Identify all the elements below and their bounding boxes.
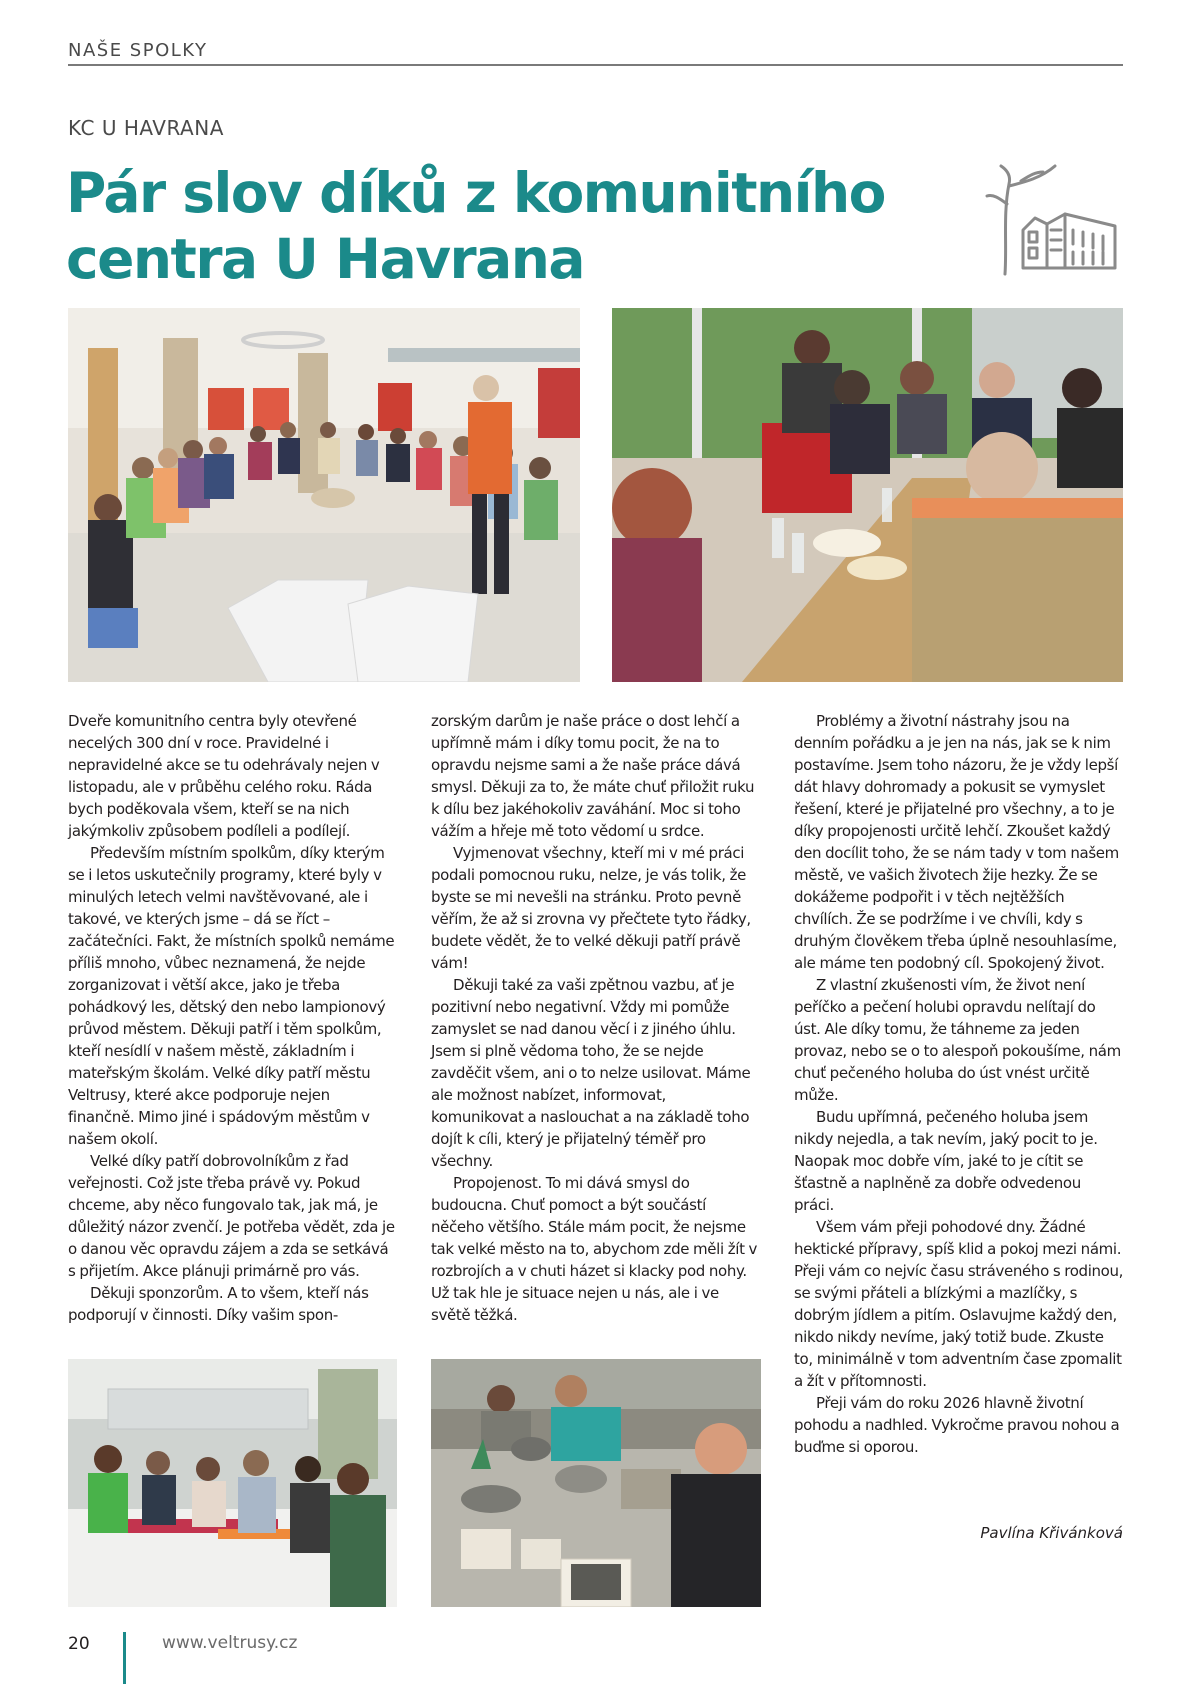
paragraph: Problémy a životní nástrahy jsou na denním pořádku a je jen na nás, jak se k nim postavíme. Jsem toho názoru, že je vždy lepší dát hlavy dohromady a pokusit se vymyslet řešení, které je přijatelné pro všechny, a to je díky propojenosti určitě lehčí. Zkoušet každý den docílit toho, že se nám tady v tom našem městě, ve vašich životech žije hezky. Že se dokážeme podpořit i v těch nejtěžších chvílích. Že se podržíme i ve chvíli, kdy s druhým člověkem třeba úplně nesouhlasíme, ale máme ten podobný cíl. Spokojený život. [794,712,1119,972]
section-label: NAŠE SPOLKY [68,40,208,61]
paragraph: Propojenost. To mi dává smysl do budoucna. Chuť pomoct a být součástí něčeho většího. Stále mám pocit, že nejsme tak velké město na to, abychom zde měli žít v rozbrojích a v chuti házet si klacky pod nohy. Už tak hle je situace nejen u nás, ale i ve světě těžká. [431,1174,758,1324]
paragraph: Budu upřímná, pečeného holuba jsem nikdy nejedla, a tak nevím, jaký pocit to je. Naopak moc dobře vím, jaké to je cítit se šťastně a naplněně za dobře odvedenou práci. [794,1108,1098,1214]
group-seated-in-circle-photo [68,308,580,682]
paragraph: Přeji vám do roku 2026 hlavně životní pohodu a nadhled. Vykročme pravou nohou a buďme si oporou. [794,1394,1120,1456]
kitchen-cooking-photo [68,1359,397,1607]
kc-u-havrana-logo [985,164,1120,276]
footer-url[interactable]: www.veltrusy.cz [162,1633,298,1653]
paragraph: Dveře komunitního centra byly otevřené necelých 300 dní v roce. Pravidelné i nepravidelné akce se tu odehrávaly nejen v listopadu, ale v průběhu celého roku. Ráda bych poděkovala všem, kteří se na nich jakýmkoliv způsobem podíleli a podílejí. [68,712,380,840]
article-kicker: KC U HAVRANA [68,116,224,140]
paragraph: Velké díky patří dobrovolníkům z řad veřejnosti. Což jste třeba právě vy. Pokud chceme, aby něco fungovalo tak, jak má, je důležitý názor zvenčí. Je potřeba vědět, zda je o danou věc opravdu zájem a zda se setkává s přijetím. Akce plánuji primárně pro vás. [68,1152,395,1280]
people-at-table-photo [612,308,1123,682]
header-rule [68,64,1123,66]
paragraph: zorským darům je naše práce o dost lehčí a upřímně mám i díky tomu pocit, že na to opravdu nejsme sami a že naše práce dává smysl. Děkuji za to, že máte chuť přiložit ruku k dílu bez jakéhokoliv zaváhání. Moc si toho vážím a hřeje mě toto vědomí u srdce. [431,712,755,840]
article-author: Pavlína Křivánková [980,1524,1123,1542]
article-title: Pár slov díků z komunitního centra U Havrana [66,161,885,291]
article-column-1 [68,710,398,1326]
footer-accent-bar [123,1632,126,1684]
paragraph: Všem vám přeji pohodové dny. Žádné hektické přípravy, spíš klid a pokoj mezi námi. Přeji vám co nejvíc času stráveného s rodinou, se svými přáteli a blízkými a mazlíčky, s dobrým jídlem a pitím. Oslavujme každý den, nikdo nikdy nevíme, jaký totiž bude. Zkuste to, minimálně v tom adventním čase zpomalit a žít v přítomnosti. [794,1218,1124,1390]
paragraph: Děkuji sponzorům. A to všem, kteří nás podporují v činnosti. Díky vašim spon- [68,1284,369,1324]
article-column-2 [431,710,761,1326]
pottery-workshop-photo [431,1359,761,1607]
paragraph: Děkuji také za vaši zpětnou vazbu, ať je pozitivní nebo negativní. Vždy mi pomůže zamyslet se nad danou věcí i z jiného úhlu. Jsem si plně vědoma toho, že se nejde zavděčit všem, ani o to nelze usilovat. Máme ale možnost nabízet, informovat, komunikovat a naslouchat a na základě toho dojít k cíli, který je přijatelný téměř pro všechny. [431,976,751,1170]
paragraph: Vyjmenovat všechny, kteří mi v mé práci podali pomocnou ruku, nelze, je vás tolik, že byste se mi nevešli na stránku. Proto pevně věřím, že až si zrovna vy přečtete tyto řádky, budete vědět, že to velké děkuji patří právě vám! [431,844,751,972]
page-number: 20 [68,1634,90,1654]
paragraph: Především místním spolkům, díky kterým se i letos uskutečnily programy, které byly v minulých letech velmi navštěvované, ale i takové, ve kterých jsme – dá se říct – začátečníci. Fakt, že místních spolků nemáme příliš mnoho, vůbec neznamená, že nejde zorganizovat i větší akce, jako je třeba pohádkový les, dětský den nebo lampionový průvod městem. Děkuji patří i těm spolkům, kteří nesídlí v našem městě, základním i mateřským školám. Velké díky patří městu Veltrusy, které akce podporuje nejen finančně. Mimo jiné i spádovým městům v našem okolí. [68,844,395,1148]
article-column-3 [794,710,1124,1458]
paragraph: Z vlastní zkušenosti vím, že život není peříčko a pečení holubi opravdu nelítají do úst. Ale díky tomu, že táhneme za jeden provaz, nebo se o to alespoň pokoušíme, nám chuť pečeného holuba do úst vnést určitě může. [794,976,1121,1104]
